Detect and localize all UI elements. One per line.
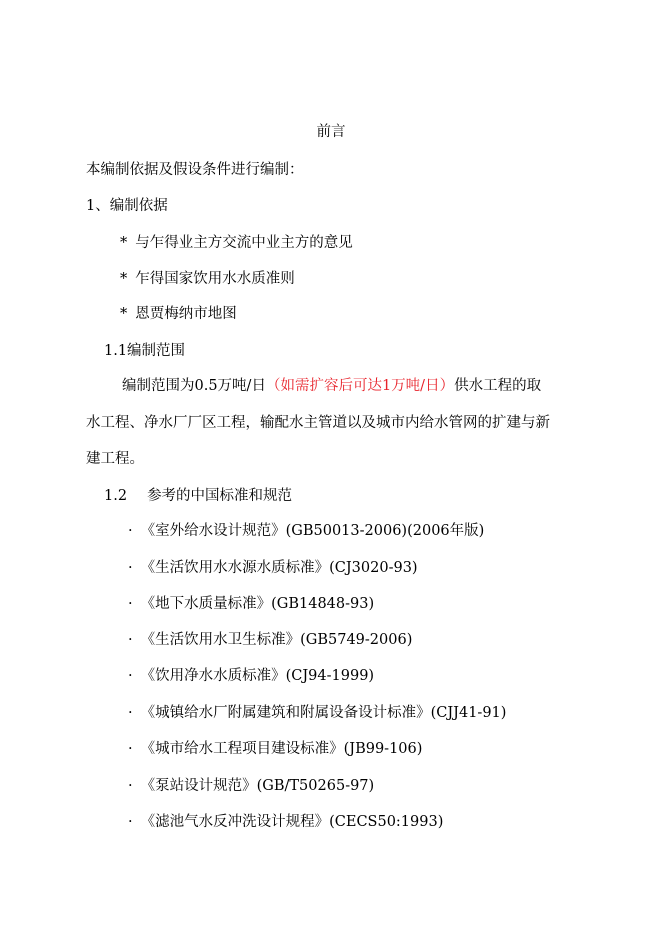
standard-list-item — [128, 558, 418, 578]
basis-item-text: 乍得国家饮用水水质准则 — [135, 271, 295, 287]
standard-text: 《泵站设计规范》(GB/T50265-97) — [140, 778, 375, 794]
standard-text: 《城镇给水厂附属建筑和附属设备设计标准》(CJJ41-91) — [140, 705, 507, 721]
subsection-number: 1.2 — [104, 488, 128, 504]
standard-text: 《城市给水工程项目建设标准》(JB99-106) — [140, 741, 423, 757]
scope-paragraph-line-2: 水工程、净水厂厂区工程，输配水主管道以及城市内给水管网的扩建与新 — [86, 415, 550, 431]
standard-text: 《饮用净水水质标准》(CJ94-1999) — [140, 668, 375, 684]
bullet-marker: · — [128, 596, 133, 612]
standard-text: 《地下水质量标准》(GB14848-93) — [140, 596, 375, 612]
subsection-heading-scope: 1.1编制范围 — [104, 343, 186, 359]
standard-text: 《生活饮用水卫生标准》(GB5749-2006) — [140, 632, 413, 648]
basis-item-text: 恩贾梅纳市地图 — [135, 306, 237, 322]
bullet-marker: * — [120, 271, 128, 287]
scope-paragraph-line-3: 建工程。 — [86, 451, 144, 467]
bullet-marker: · — [128, 560, 133, 576]
standard-list-item — [128, 521, 484, 541]
bullet-marker: · — [128, 741, 133, 757]
scope-lead-text: 编制范围为0.5万吨/日 — [122, 378, 266, 394]
standard-list-item — [128, 703, 506, 723]
standard-list-item — [128, 594, 374, 614]
bullet-marker: * — [120, 306, 128, 322]
scope-tail-text: 供水工程的取 — [454, 378, 542, 394]
standard-text: 《生活饮用水水源水质标准》(CJ3020-93) — [140, 560, 418, 576]
standard-list-item — [128, 776, 374, 796]
standard-list-item — [128, 739, 422, 759]
subsection-heading-standards — [104, 486, 292, 506]
section-heading-basis: 1、编制依据 — [86, 198, 168, 214]
standard-list-item — [128, 812, 443, 832]
bullet-marker: · — [128, 523, 133, 539]
scope-paragraph-line-1 — [122, 376, 541, 396]
subsection-title: 参考的中国标准和规范 — [147, 488, 293, 504]
page-title: 前言 — [316, 124, 346, 140]
basis-item-text: 与乍得业主方交流中业主方的意见 — [135, 235, 353, 251]
intro-paragraph: 本编制依据及假设条件进行编制： — [86, 162, 304, 178]
basis-list-item — [120, 269, 295, 289]
bullet-marker: * — [120, 235, 128, 251]
bullet-marker: · — [128, 778, 133, 794]
standard-text: 《滤池气水反冲洗设计规程》(CECS50:1993) — [140, 814, 444, 830]
standard-text: 《室外给水设计规范》(GB50013-2006)(2006年版) — [140, 523, 485, 539]
bullet-marker: · — [128, 668, 133, 684]
bullet-marker: · — [128, 814, 133, 830]
standard-list-item — [128, 666, 374, 686]
basis-list-item — [120, 233, 353, 253]
bullet-marker: · — [128, 705, 133, 721]
basis-list-item — [120, 304, 237, 324]
standard-list-item — [128, 630, 412, 650]
scope-highlight-text: （如需扩容后可达1万吨/日） — [265, 378, 455, 394]
bullet-marker: · — [128, 632, 133, 648]
